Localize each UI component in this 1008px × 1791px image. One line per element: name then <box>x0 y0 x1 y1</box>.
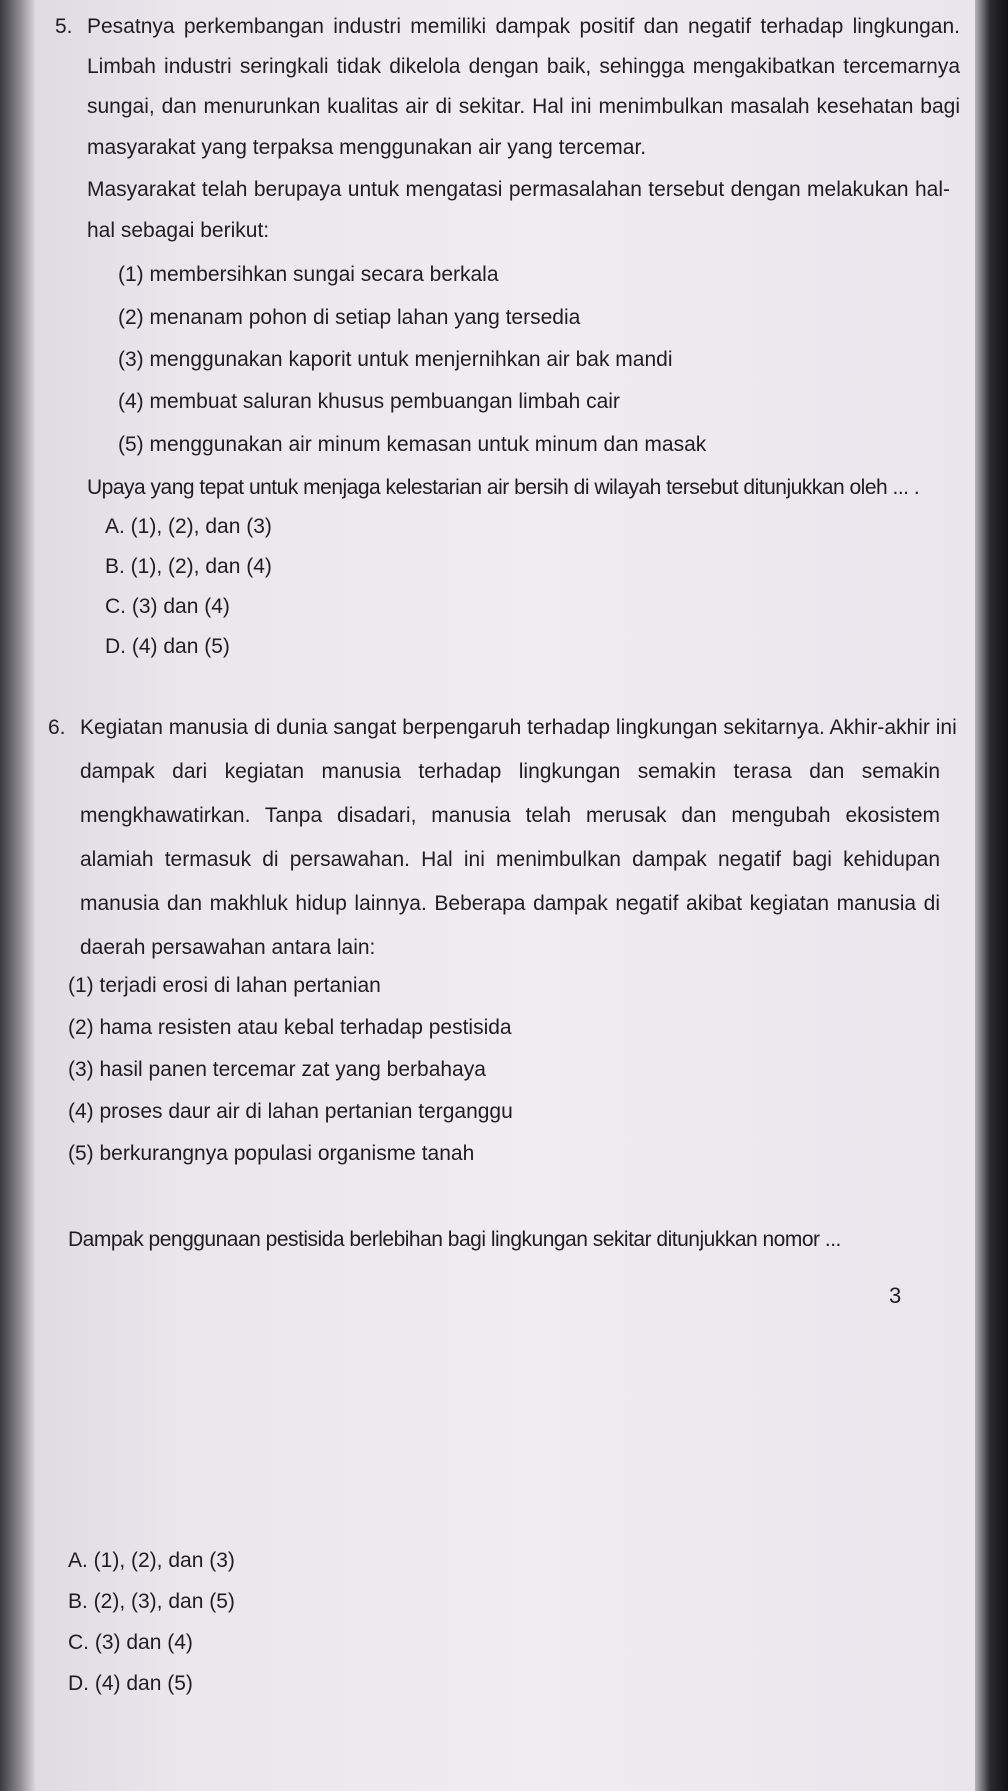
q6-paragraph-line: mengkhawatirkan. Tanpa disadari, manusia telah merusak dan mengubah ekosistem <box>80 804 940 827</box>
q5-paragraph1-line: masyarakat yang terpaksa menggunakan air yang tercemar. <box>87 136 647 159</box>
q5-option-b[interactable]: B. (1), (2), dan (4) <box>105 555 272 578</box>
page-edge-right <box>975 0 1008 1791</box>
q5-option-c[interactable]: C. (3) dan (4) <box>105 595 230 618</box>
q6-paragraph-line: dampak dari kegiatan manusia terhadap lingkungan semakin terasa dan semakin <box>80 760 940 783</box>
q5-option-a[interactable]: A. (1), (2), dan (3) <box>105 515 272 538</box>
q6-option-c[interactable]: C. (3) dan (4) <box>68 1631 193 1654</box>
q6-paragraph-line: daerah persawahan antara lain: <box>80 936 376 959</box>
handwritten-answer: 3 <box>889 1283 902 1308</box>
q6-paragraph-line: alamiah termasuk di persawahan. Hal ini menimbulkan dampak negatif bagi kehidupan <box>80 848 940 871</box>
q5-list-item: (1) membersihkan sungai secara berkala <box>118 263 499 286</box>
q5-list-item: (3) menggunakan kaporit untuk menjernihkan air bak mandi <box>118 348 673 371</box>
q6-list-item: (4) proses daur air di lahan pertanian terganggu <box>68 1100 513 1123</box>
q6-prompt: Dampak penggunaan pestisida berlebihan bagi lingkungan sekitar ditunjukkan nomor ... <box>68 1228 841 1251</box>
q5-paragraph2-line: Masyarakat telah berupaya untuk mengatasi permasalahan tersebut dengan melakukan hal- <box>87 178 950 201</box>
q6-option-b[interactable]: B. (2), (3), dan (5) <box>68 1590 235 1613</box>
q6-option-d[interactable]: D. (4) dan (5) <box>68 1672 193 1695</box>
q6-list-item: (5) berkurangnya populasi organisme tanah <box>68 1142 475 1165</box>
q5-prompt: Upaya yang tepat untuk menjaga kelestarian air bersih di wilayah tersebut ditunjukkan oleh ... . <box>87 476 920 499</box>
question-6-number: 6. <box>48 716 66 739</box>
q6-list-item: (2) hama resisten atau kebal terhadap pestisida <box>68 1016 512 1039</box>
q6-list-item: (3) hasil panen tercemar zat yang berbahaya <box>68 1058 486 1081</box>
question-5-number: 5. <box>55 15 73 38</box>
q5-list-item: (2) menanam pohon di setiap lahan yang tersedia <box>118 306 581 329</box>
q5-paragraph1-line: sungai, dan menurunkan kualitas air di sekitar. Hal ini menimbulkan masalah kesehatan bagi <box>87 95 960 118</box>
page-edge-left <box>0 0 36 1791</box>
q5-paragraph1-line: Limbah industri seringkali tidak dikelola dengan baik, sehingga mengakibatkan tercemarnya <box>87 55 960 78</box>
q5-option-d[interactable]: D. (4) dan (5) <box>105 635 230 658</box>
q6-list-item: (1) terjadi erosi di lahan pertanian <box>68 974 381 997</box>
q6-paragraph-line: Kegiatan manusia di dunia sangat berpengaruh terhadap lingkungan sekitarnya. Akhir-akhir ini <box>80 716 957 739</box>
q5-list-item: (4) membuat saluran khusus pembuangan limbah cair <box>118 390 620 413</box>
q6-option-a[interactable]: A. (1), (2), dan (3) <box>68 1549 235 1572</box>
q6-paragraph-line: manusia dan makhluk hidup lainnya. Beberapa dampak negatif akibat kegiatan manusia di <box>80 892 940 915</box>
q5-list-item: (5) menggunakan air minum kemasan untuk minum dan masak <box>118 433 707 456</box>
q5-paragraph1-line: Pesatnya perkembangan industri memiliki dampak positif dan negatif terhadap lingkungan. <box>87 15 960 38</box>
q5-paragraph2-line: hal sebagai berikut: <box>87 219 270 242</box>
